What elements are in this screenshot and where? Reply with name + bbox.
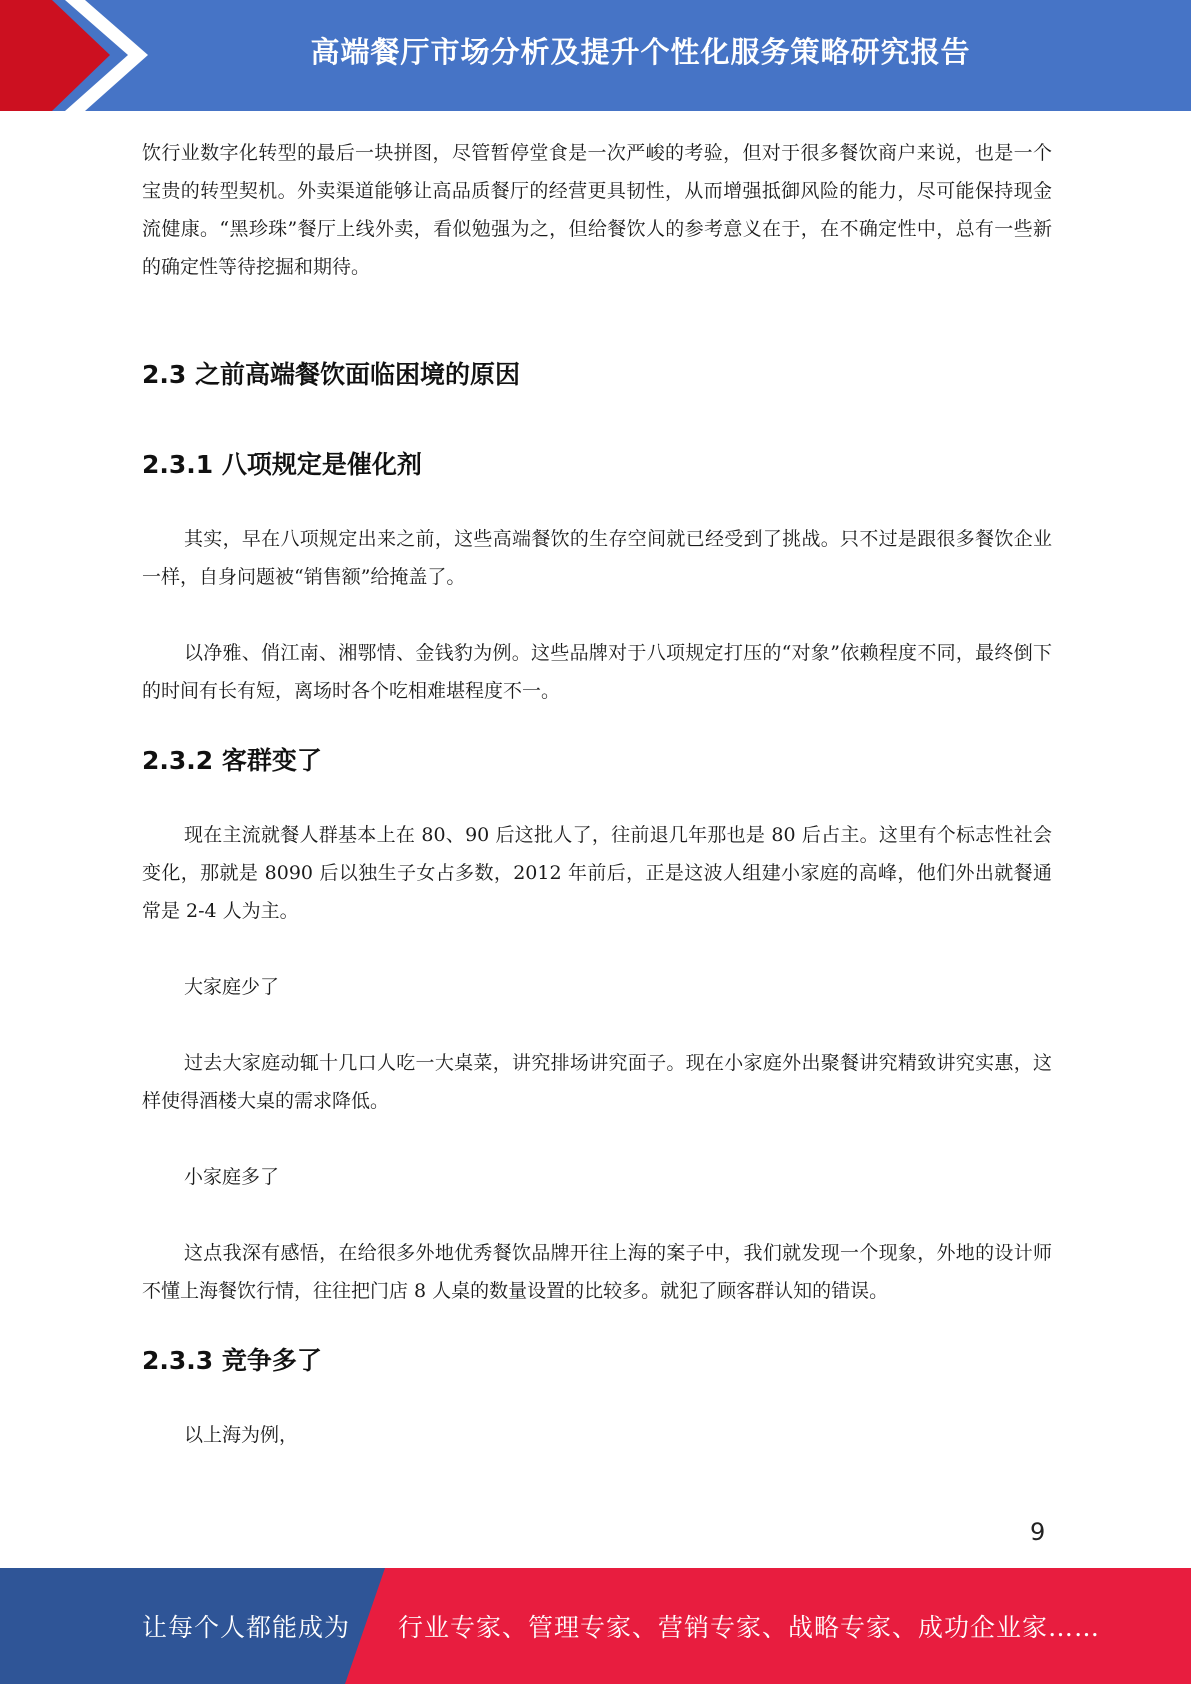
paragraph-2-3-2-d: 小家庭多了 [184, 1166, 280, 1188]
page-content [142, 134, 1052, 1454]
page-number: 9 [1030, 1518, 1046, 1546]
paragraph-2-3-2-e: 这点我深有感悟，在给很多外地优秀餐饮品牌开往上海的案子中，我们就发现一个现象，外地的设计师不懂上海餐饮行情，往往把门店 8 人桌的数量设置的比较多。就犯了顾客群认知的错误。 [142, 1242, 1052, 1302]
intro-paragraph: 饮行业数字化转型的最后一块拼图，尽管暂停堂食是一次严峻的考验，但对于很多餐饮商户来说，也是一个宝贵的转型契机。外卖渠道能够让高品质餐厅的经营更具韧性，从而增强抵御风险的能力，尽可能保持现金流健康。“黑珍珠”餐厅上线外卖，看似勉强为之，但给餐饮人的参考意义在于，在不确定性中，总有一些新的确定性等待挖掘和期待。 [142, 142, 1052, 278]
paragraph-2-3-2-a: 现在主流就餐人群基本上在 80、90 后这批人了，往前退几年那也是 80 后占主。这里有个标志性社会变化，那就是 8090 后以独生子女占多数，2012 年前后，正是这波人组建小家庭的高峰，他们外出就餐通常是 2-4 人为主。 [142, 824, 1052, 922]
section-heading-2-3-1: 2.3.1 八项规定是催化剂 [142, 450, 422, 479]
section-heading-2-3-2: 2.3.2 客群变了 [142, 746, 322, 775]
paragraph-2-3-2-c: 过去大家庭动辄十几口人吃一大桌菜，讲究排场讲究面子。现在小家庭外出聚餐讲究精致讲究实惠，这样使得酒楼大桌的需求降低。 [142, 1052, 1052, 1112]
paragraph-2-3-1-b: 以净雅、俏江南、湘鄂情、金钱豹为例。这些品牌对于八项规定打压的“对象”依赖程度不同，最终倒下的时间有长有短，离场时各个吃相难堪程度不一。 [142, 642, 1052, 702]
section-heading-2-3-3: 2.3.3 竞争多了 [142, 1346, 322, 1375]
section-heading-2-3: 2.3 之前高端餐饮面临困境的原因 [142, 360, 520, 389]
footer-slogan-left: 让每个人都能成为 [142, 1613, 351, 1642]
report-title: 高端餐厅市场分析及提升个性化服务策略研究报告 [310, 34, 971, 69]
footer-slogan-right: 行业专家、管理专家、营销专家、战略专家、成功企业家…… [398, 1613, 1101, 1642]
paragraph-2-3-2-b: 大家庭少了 [184, 976, 280, 998]
red-chevron-graphic [0, 0, 160, 111]
page-header-banner [0, 0, 1191, 111]
page-footer-banner [0, 1568, 1191, 1684]
paragraph-2-3-1-a: 其实，早在八项规定出来之前，这些高端餐饮的生存空间就已经受到了挑战。只不过是跟很多餐饮企业一样，自身问题被“销售额”给掩盖了。 [142, 528, 1052, 588]
paragraph-2-3-3-a: 以上海为例， [184, 1424, 299, 1446]
